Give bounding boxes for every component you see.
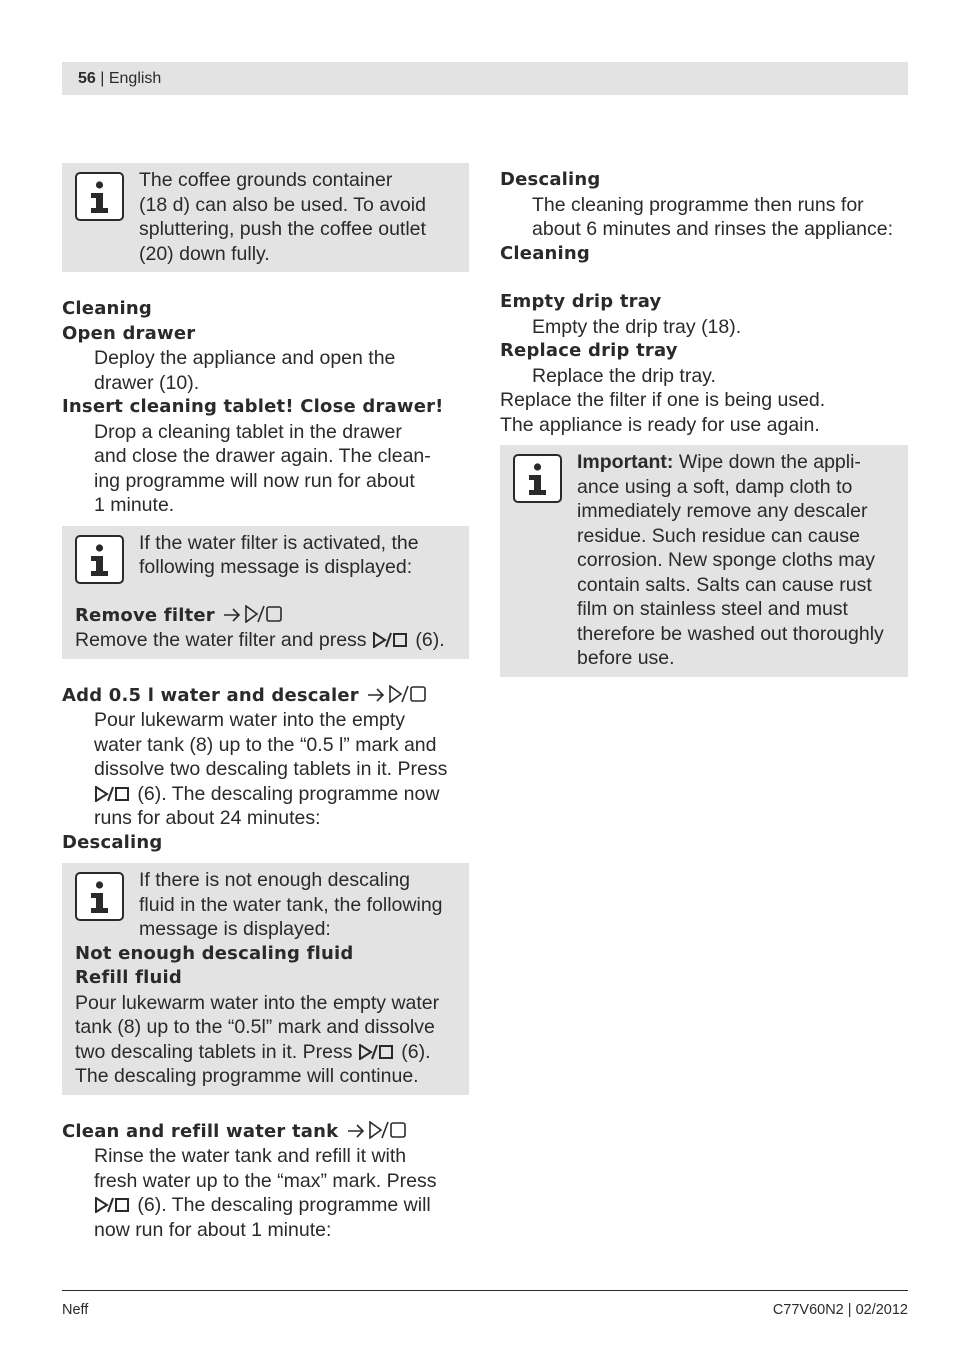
arrow-right-icon xyxy=(221,607,243,623)
heading-descaling: Descaling xyxy=(62,831,163,853)
page-number: 56 xyxy=(78,70,96,87)
body-line: Pour lukewarm water into the empty water xyxy=(75,991,440,1014)
message-remove-filter: Remove filter xyxy=(75,604,215,626)
info-text-line: spluttering, push the coffee outlet xyxy=(139,218,426,240)
body-line: The appliance is ready for use again. xyxy=(500,413,820,436)
start-stop-symbol xyxy=(367,1121,415,1139)
header-language: English xyxy=(108,70,162,87)
heading-clean-refill: Clean and refill water tank xyxy=(62,1120,339,1142)
body-text: Remove the water filter and press xyxy=(75,629,372,651)
info-text-line: film on stainless steel and must xyxy=(577,598,848,620)
body-text: (6). xyxy=(395,1040,431,1063)
body-text: (6). The descaling programme will xyxy=(132,1194,431,1216)
body-line: The cleaning programme then runs for xyxy=(532,193,864,216)
body-line: Rinse the water tank and refill it with xyxy=(94,1145,407,1167)
body-text: two descaling tablets in it. Press xyxy=(75,1040,358,1063)
start-stop-symbol xyxy=(243,605,291,623)
start-stop-symbol xyxy=(94,786,132,802)
info-text-line: The coffee grounds container xyxy=(139,169,393,191)
info-text-line: contain salts. Salts can cause rust xyxy=(577,573,872,596)
footer-divider xyxy=(62,1290,908,1291)
body-text: (6). The descaling programme now xyxy=(132,782,440,805)
arrow-right-icon xyxy=(365,687,387,703)
page-header xyxy=(62,62,908,95)
body-text: (6). xyxy=(409,629,445,651)
heading-open-drawer: Open drawer xyxy=(62,322,196,344)
start-stop-symbol xyxy=(358,1044,396,1060)
start-stop-symbol xyxy=(94,1197,132,1213)
info-icon xyxy=(75,172,124,221)
info-text-line: message is displayed: xyxy=(139,918,331,940)
info-text-line: If there is not enough descaling xyxy=(139,869,411,891)
body-line: Deploy the appliance and open the xyxy=(94,347,396,369)
body-line: Pour lukewarm water into the empty xyxy=(94,709,406,731)
info-text-line: (20) down fully. xyxy=(139,242,270,265)
info-text-line: following message is displayed: xyxy=(139,556,413,578)
body-line: fresh water up to the “max” mark. Press xyxy=(94,1169,437,1192)
info-icon xyxy=(75,535,124,584)
body-line: ing programme will now run for about xyxy=(94,469,415,492)
heading-descaling: Descaling xyxy=(500,169,601,190)
right-column xyxy=(500,163,908,677)
heading-add-water: Add 0.5 l water and descaler xyxy=(62,684,359,706)
info-box-grounds xyxy=(62,163,469,272)
body-line: tank (8) up to the “0.5l” mark and dissolve xyxy=(75,1016,435,1038)
body-line: dissolve two descaling tablets in it. Press xyxy=(94,758,448,780)
footer-model-date: C77V60N2 | 02/2012 xyxy=(772,1302,908,1318)
body-line: 1 minute. xyxy=(94,494,175,516)
body-line: water tank (8) up to the “0.5 l” mark and xyxy=(94,733,437,756)
left-column xyxy=(62,163,469,1242)
arrow-right-icon xyxy=(345,1123,367,1139)
body-line: The descaling programme will continue. xyxy=(75,1065,419,1087)
body-line: runs for about 24 minutes: xyxy=(94,807,321,829)
body-line: Replace the filter if one is being used. xyxy=(500,389,826,411)
heading-replace-drip-tray: Replace drip tray xyxy=(500,340,678,361)
message-refill-fluid: Refill fluid xyxy=(75,967,182,988)
body-line: now run for about 1 minute: xyxy=(94,1218,332,1241)
heading-cleaning: Cleaning xyxy=(500,242,591,264)
start-stop-symbol xyxy=(372,632,410,648)
info-text-line: therefore be washed out thoroughly xyxy=(577,622,884,645)
body-line: about 6 minutes and rinses the appliance: xyxy=(532,218,893,240)
body-line: Replace the drip tray. xyxy=(532,364,716,387)
start-stop-symbol xyxy=(387,685,435,703)
info-text-line: (18 d) can also be used. To avoid xyxy=(139,193,426,216)
body-line: Empty the drip tray (18). xyxy=(532,315,742,338)
heading-cleaning: Cleaning xyxy=(62,298,153,319)
footer-brand: Neff xyxy=(62,1302,89,1318)
info-text-line: residue. Such residue can cause xyxy=(577,524,860,547)
info-icon xyxy=(75,872,124,921)
body-line: drawer (10). xyxy=(94,371,200,394)
info-box-water-filter xyxy=(62,526,469,659)
info-icon xyxy=(513,454,562,503)
important-label: Important: xyxy=(577,451,674,473)
body-line: and close the drawer again. The clean- xyxy=(94,445,431,467)
info-text-line: corrosion. New sponge cloths may xyxy=(577,549,876,571)
heading-insert-tablet: Insert cleaning tablet! Close drawer! xyxy=(62,396,444,417)
info-text-line: If the water filter is activated, the xyxy=(139,531,419,554)
info-text-line: fluid in the water tank, the following xyxy=(139,893,443,916)
body-text: Wipe down the appli- xyxy=(673,451,861,473)
info-text-line: immediately remove any descaler xyxy=(577,500,868,522)
info-box-important xyxy=(500,445,908,677)
info-text-line: before use. xyxy=(577,647,675,669)
heading-empty-drip-tray: Empty drip tray xyxy=(500,291,662,312)
header-separator: | xyxy=(95,70,109,87)
body-line: Drop a cleaning tablet in the drawer xyxy=(94,420,402,443)
info-text-line: ance using a soft, damp cloth to xyxy=(577,475,853,498)
info-box-descaling-fluid xyxy=(62,863,469,1095)
message-not-enough-fluid: Not enough descaling fluid xyxy=(75,942,354,964)
